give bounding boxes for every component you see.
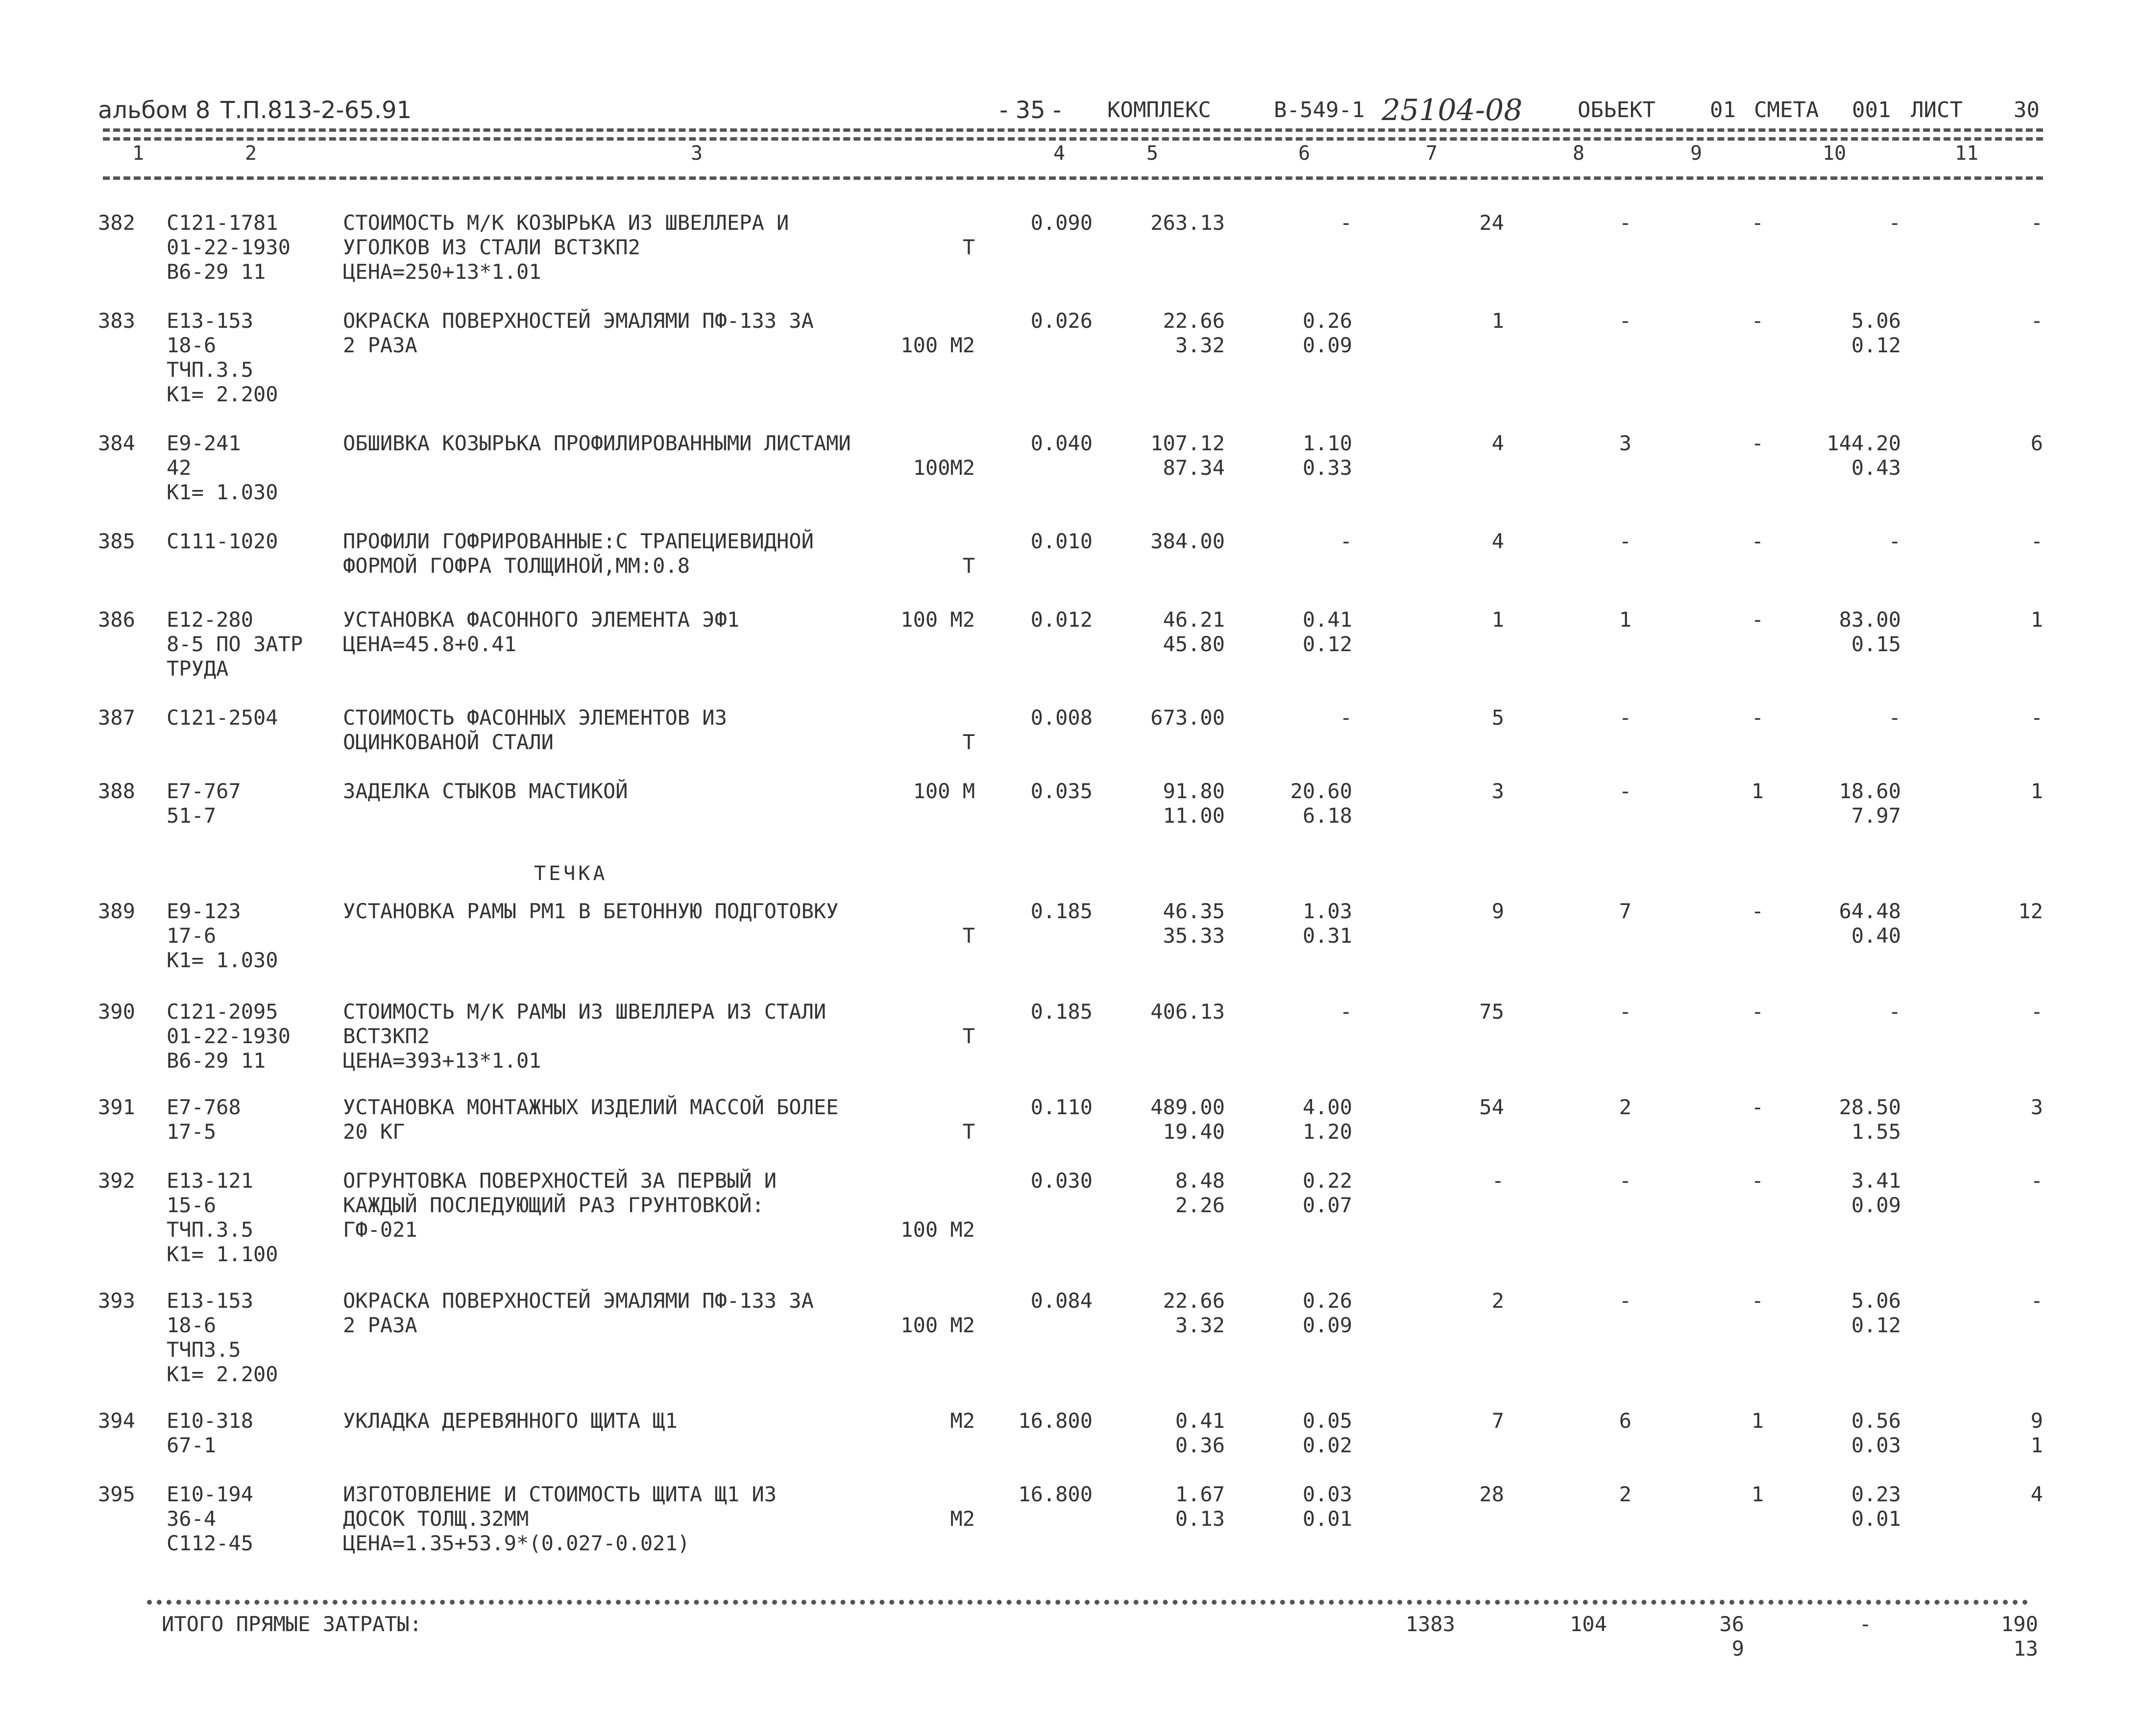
album-label: альбом 8 bbox=[98, 97, 211, 124]
col-header-7: 7 bbox=[1426, 142, 1438, 165]
row-col-7: 54 bbox=[1479, 1095, 1504, 1119]
row-col-6: 0.26 0.09 bbox=[1302, 1289, 1352, 1337]
total-col9: 36 9 bbox=[1719, 1612, 1744, 1661]
row-col-6: 0.03 0.01 bbox=[1302, 1482, 1352, 1531]
estimate-label: СМЕТА bbox=[1754, 98, 1819, 122]
row-col-11: - bbox=[2030, 529, 2043, 553]
row-code: Е13-153 18-6 ТЧП3.5 К1= 2.200 bbox=[167, 1289, 278, 1386]
row-col-6: 20.60 6.18 bbox=[1290, 779, 1352, 828]
row-col-10: 5.06 0.12 bbox=[1851, 1289, 1901, 1337]
row-col-5: 22.66 3.32 bbox=[1163, 1289, 1225, 1337]
row-col-4: 0.110 bbox=[1030, 1095, 1093, 1119]
row-description: ОКРАСКА ПОВЕРХНОСТЕЙ ЭМАЛЯМИ ПФ-133 ЗА 2 РАЗА bbox=[343, 1289, 814, 1337]
row-code: Е7-768 17-5 bbox=[167, 1095, 241, 1144]
row-col-8: - bbox=[1619, 309, 1631, 333]
complex-code: В-549-1 bbox=[1274, 98, 1365, 122]
object-code: 01 bbox=[1710, 98, 1736, 122]
row-col-5: 384.00 bbox=[1150, 529, 1225, 553]
row-col-5: 8.48 2.26 bbox=[1175, 1169, 1225, 1217]
row-number: 392 bbox=[98, 1169, 135, 1193]
col-header-4: 4 bbox=[1053, 142, 1066, 165]
row-col-8: 2 bbox=[1619, 1482, 1631, 1506]
row-col-10: 83.00 0.15 bbox=[1839, 608, 1901, 656]
row-col-11: 1 bbox=[2030, 608, 2043, 632]
row-description: УСТАНОВКА ФАСОННОГО ЭЛЕМЕНТА ЭФ1 ЦЕНА=45.8+0.41 bbox=[343, 608, 740, 656]
row-col-7: 5 bbox=[1491, 706, 1504, 730]
row-number: 386 bbox=[98, 608, 135, 632]
row-col-4: 0.040 bbox=[1030, 431, 1093, 455]
row-col-6: - bbox=[1339, 529, 1352, 553]
row-col-7: 4 bbox=[1491, 431, 1504, 455]
row-col-4: 16.800 bbox=[1018, 1482, 1093, 1506]
row-col-9: - bbox=[1751, 529, 1764, 553]
row-unit: Т bbox=[962, 924, 975, 948]
row-col-10: 3.41 0.09 bbox=[1851, 1169, 1901, 1217]
row-col-6: 0.22 0.07 bbox=[1302, 1169, 1352, 1217]
row-col-5: 46.21 45.80 bbox=[1163, 608, 1225, 656]
row-unit: Т bbox=[962, 730, 975, 754]
row-col-11: - bbox=[2030, 706, 2043, 730]
row-col-11: 4 bbox=[2030, 1482, 2043, 1506]
row-number: 393 bbox=[98, 1289, 135, 1313]
total-col10: - bbox=[1859, 1612, 1872, 1636]
col-header-9: 9 bbox=[1690, 142, 1703, 165]
row-col-8: - bbox=[1619, 1289, 1631, 1313]
row-number: 388 bbox=[98, 779, 135, 803]
col-header-10: 10 bbox=[1823, 142, 1847, 165]
row-col-7: - bbox=[1491, 1169, 1504, 1193]
row-code: Е13-121 15-6 ТЧП.3.5 К1= 1.100 bbox=[167, 1169, 278, 1266]
row-col-9: - bbox=[1751, 608, 1764, 632]
col-header-8: 8 bbox=[1573, 142, 1585, 165]
handwritten-code: 25104-08 bbox=[1382, 93, 1523, 127]
total-rule bbox=[147, 1600, 2028, 1605]
row-col-5: 673.00 bbox=[1150, 706, 1225, 730]
row-col-9: - bbox=[1751, 1095, 1764, 1119]
row-code: С121-2504 bbox=[167, 706, 278, 730]
row-description: ПРОФИЛИ ГОФРИРОВАННЫЕ:С ТРАПЕЦИЕВИДНОЙ ФОРМОЙ ГОФРА ТОЛЩИНОЙ,ММ:0.8 bbox=[343, 529, 814, 578]
row-description: СТОИМОСТЬ М/К РАМЫ ИЗ ШВЕЛЛЕРА ИЗ СТАЛИ ВСТ3КП2 ЦЕНА=393+13*1.01 bbox=[343, 1000, 827, 1073]
row-col-7: 75 bbox=[1479, 1000, 1504, 1024]
row-col-8: - bbox=[1619, 1000, 1631, 1024]
row-col-4: 0.030 bbox=[1030, 1169, 1093, 1193]
sheet-label: ЛИСТ bbox=[1911, 98, 1963, 122]
row-number: 390 bbox=[98, 1000, 135, 1024]
row-code: С111-1020 bbox=[167, 529, 278, 553]
row-col-5: 0.41 0.36 bbox=[1175, 1409, 1225, 1457]
row-col-5: 489.00 19.40 bbox=[1150, 1095, 1225, 1144]
row-col-5: 91.80 11.00 bbox=[1163, 779, 1225, 828]
row-unit: 100 М2 bbox=[900, 608, 975, 632]
row-col-8: - bbox=[1619, 779, 1631, 803]
estimate-code: 001 bbox=[1852, 98, 1891, 122]
row-code: Е9-123 17-6 К1= 1.030 bbox=[167, 899, 278, 972]
row-col-10: - bbox=[1888, 1000, 1901, 1024]
row-col-9: - bbox=[1751, 309, 1764, 333]
row-unit: М2 bbox=[950, 1507, 975, 1531]
row-col-11: - bbox=[2030, 1169, 2043, 1193]
col-header-6: 6 bbox=[1298, 142, 1311, 165]
row-col-11: - bbox=[2030, 1000, 2043, 1024]
row-col-9: 1 bbox=[1751, 1409, 1764, 1433]
row-col-10: 64.48 0.40 bbox=[1839, 899, 1901, 948]
row-col-4: 0.012 bbox=[1030, 608, 1093, 632]
row-col-4: 0.090 bbox=[1030, 211, 1093, 235]
row-code: С121-2095 01-22-1930 В6-29 11 bbox=[167, 1000, 291, 1073]
row-number: 385 bbox=[98, 529, 135, 553]
row-col-9: 1 bbox=[1751, 1482, 1764, 1506]
row-unit: М2 bbox=[950, 1409, 975, 1433]
row-col-10: - bbox=[1888, 211, 1901, 235]
row-col-5: 263.13 bbox=[1150, 211, 1225, 235]
row-description: ОБШИВКА КОЗЫРЬКА ПРОФИЛИРОВАННЫМИ ЛИСТАМИ bbox=[343, 431, 851, 455]
row-col-8: - bbox=[1619, 1169, 1631, 1193]
row-col-10: 0.56 0.03 bbox=[1851, 1409, 1901, 1457]
row-unit: Т bbox=[962, 1120, 975, 1144]
row-col-6: 1.10 0.33 bbox=[1302, 431, 1352, 480]
row-code: Е10-194 36-4 С112-45 bbox=[167, 1482, 254, 1555]
row-col-8: 6 bbox=[1619, 1409, 1631, 1433]
row-description: СТОИМОСТЬ ФАСОННЫХ ЭЛЕМЕНТОВ ИЗ ОЦИНКОВАНОЙ СТАЛИ bbox=[343, 706, 727, 754]
row-col-11: 12 bbox=[2018, 899, 2043, 923]
row-col-6: 1.03 0.31 bbox=[1302, 899, 1352, 948]
row-col-4: 0.084 bbox=[1030, 1289, 1093, 1313]
row-description: СТОИМОСТЬ М/К КОЗЫРЬКА ИЗ ШВЕЛЛЕРА И УГОЛКОВ ИЗ СТАЛИ ВСТ3КП2 ЦЕНА=250+13*1.01 bbox=[343, 211, 789, 284]
page-number: - 35 - bbox=[999, 97, 1062, 124]
row-number: 391 bbox=[98, 1095, 135, 1119]
row-code: Е13-153 18-6 ТЧП.3.5 К1= 2.200 bbox=[167, 309, 278, 406]
row-unit: 100М2 bbox=[913, 456, 975, 480]
row-col-7: 3 bbox=[1491, 779, 1504, 803]
total-col8: 104 bbox=[1570, 1612, 1607, 1636]
row-unit: Т bbox=[962, 554, 975, 578]
row-code: Е12-280 8-5 ПО ЗАТР ТРУДА bbox=[167, 608, 303, 681]
row-col-11: 1 bbox=[2030, 779, 2043, 803]
row-number: 383 bbox=[98, 309, 135, 333]
object-label: ОБЬЕКТ bbox=[1578, 98, 1655, 122]
row-col-6: - bbox=[1339, 706, 1352, 730]
row-col-6: 0.05 0.02 bbox=[1302, 1409, 1352, 1457]
row-col-7: 28 bbox=[1479, 1482, 1504, 1506]
row-unit: 100 М2 bbox=[900, 1313, 975, 1337]
row-col-8: 7 bbox=[1619, 899, 1631, 923]
row-col-10: 144.20 0.43 bbox=[1826, 431, 1901, 480]
sheet-number: 30 bbox=[2014, 98, 2040, 122]
row-col-9: - bbox=[1751, 1289, 1764, 1313]
row-col-7: 9 bbox=[1491, 899, 1504, 923]
row-number: 384 bbox=[98, 431, 135, 455]
row-description: УСТАНОВКА РАМЫ РМ1 В БЕТОННУЮ ПОДГОТОВКУ bbox=[343, 899, 839, 923]
total-col7: 1383 bbox=[1405, 1612, 1455, 1636]
row-col-7: 7 bbox=[1491, 1409, 1504, 1433]
header-rule bbox=[103, 128, 2043, 132]
complex-label: КОМПЛЕКС bbox=[1107, 98, 1211, 122]
row-unit: Т bbox=[962, 235, 975, 259]
row-col-8: - bbox=[1619, 529, 1631, 553]
row-col-11: 3 bbox=[2030, 1095, 2043, 1119]
col-header-1: 1 bbox=[132, 142, 145, 165]
row-code: С121-1781 01-22-1930 В6-29 11 bbox=[167, 211, 291, 284]
row-col-9: - bbox=[1751, 899, 1764, 923]
col-header-3: 3 bbox=[691, 142, 703, 165]
row-code: Е10-318 67-1 bbox=[167, 1409, 254, 1457]
row-col-10: - bbox=[1888, 706, 1901, 730]
row-col-9: 1 bbox=[1751, 779, 1764, 803]
row-description: ЗАДЕЛКА СТЫКОВ МАСТИКОЙ bbox=[343, 779, 628, 803]
col-header-2: 2 bbox=[245, 142, 257, 165]
row-col-7: 24 bbox=[1479, 211, 1504, 235]
col-header-5: 5 bbox=[1146, 142, 1159, 165]
col-header-11: 11 bbox=[1955, 142, 1979, 165]
row-col-6: - bbox=[1339, 211, 1352, 235]
total-label: ИТОГО ПРЯМЫЕ ЗАТРАТЫ: bbox=[162, 1612, 422, 1636]
row-number: 389 bbox=[98, 899, 135, 923]
row-number: 387 bbox=[98, 706, 135, 730]
row-col-9: - bbox=[1751, 706, 1764, 730]
row-col-4: 0.008 bbox=[1030, 706, 1093, 730]
row-code: Е7-767 51-7 bbox=[167, 779, 241, 828]
row-description: ОГРУНТОВКА ПОВЕРХНОСТЕЙ ЗА ПЕРВЫЙ И КАЖДЫЙ ПОСЛЕДУЮЩИЙ РАЗ ГРУНТОВКОЙ: ГФ-021 bbox=[343, 1169, 777, 1242]
row-col-6: 0.26 0.09 bbox=[1302, 309, 1352, 357]
row-col-7: 1 bbox=[1491, 608, 1504, 632]
row-unit: 100 М bbox=[913, 779, 975, 803]
row-col-4: 0.010 bbox=[1030, 529, 1093, 553]
row-col-8: 3 bbox=[1619, 431, 1631, 455]
row-number: 394 bbox=[98, 1409, 135, 1433]
row-col-9: - bbox=[1751, 431, 1764, 455]
row-col-8: 1 bbox=[1619, 608, 1631, 632]
row-col-11: 9 1 bbox=[2030, 1409, 2043, 1457]
row-col-7: 1 bbox=[1491, 309, 1504, 333]
row-description: ОКРАСКА ПОВЕРХНОСТЕЙ ЭМАЛЯМИ ПФ-133 ЗА 2 РАЗА bbox=[343, 309, 814, 357]
row-col-6: - bbox=[1339, 1000, 1352, 1024]
row-col-6: 0.41 0.12 bbox=[1302, 608, 1352, 656]
row-col-6: 4.00 1.20 bbox=[1302, 1095, 1352, 1144]
row-unit: Т bbox=[962, 1024, 975, 1048]
row-col-11: - bbox=[2030, 211, 2043, 235]
row-col-4: 0.185 bbox=[1030, 899, 1093, 923]
row-col-5: 406.13 bbox=[1150, 1000, 1225, 1024]
row-code: Е9-241 42 К1= 1.030 bbox=[167, 431, 278, 504]
row-col-5: 46.35 35.33 bbox=[1163, 899, 1225, 948]
row-col-10: 0.23 0.01 bbox=[1851, 1482, 1901, 1531]
row-col-11: - bbox=[2030, 309, 2043, 333]
row-col-11: - bbox=[2030, 1289, 2043, 1313]
row-number: 395 bbox=[98, 1482, 135, 1506]
row-col-5: 107.12 87.34 bbox=[1150, 431, 1225, 480]
row-unit: 100 М2 bbox=[900, 1218, 975, 1242]
project-code: Т.П.813-2-65.91 bbox=[220, 97, 412, 124]
section-title: ТЕЧКА bbox=[534, 862, 608, 885]
row-col-7: 4 bbox=[1491, 529, 1504, 553]
row-col-10: 28.50 1.55 bbox=[1839, 1095, 1901, 1144]
row-col-10: 5.06 0.12 bbox=[1851, 309, 1901, 357]
row-col-11: 6 bbox=[2030, 431, 2043, 455]
row-col-10: - bbox=[1888, 529, 1901, 553]
total-col11: 190 13 bbox=[2001, 1612, 2038, 1661]
row-col-8: - bbox=[1619, 211, 1631, 235]
row-col-4: 16.800 bbox=[1018, 1409, 1093, 1433]
row-description: ИЗГОТОВЛЕНИЕ И СТОИМОСТЬ ЩИТА Щ1 ИЗ ДОСОК ТОЛЩ.32ММ ЦЕНА=1.35+53.9*(0.027-0.021) bbox=[343, 1482, 777, 1555]
row-col-8: - bbox=[1619, 706, 1631, 730]
header-rule-2 bbox=[103, 137, 2043, 141]
row-col-4: 0.035 bbox=[1030, 779, 1093, 803]
row-col-9: - bbox=[1751, 211, 1764, 235]
row-col-9: - bbox=[1751, 1000, 1764, 1024]
row-col-9: - bbox=[1751, 1169, 1764, 1193]
row-col-8: 2 bbox=[1619, 1095, 1631, 1119]
row-col-7: 2 bbox=[1491, 1289, 1504, 1313]
row-col-5: 1.67 0.13 bbox=[1175, 1482, 1225, 1531]
row-description: УСТАНОВКА МОНТАЖНЫХ ИЗДЕЛИЙ МАССОЙ БОЛЕЕ 20 КГ bbox=[343, 1095, 839, 1144]
row-col-10: 18.60 7.97 bbox=[1839, 779, 1901, 828]
row-col-5: 22.66 3.32 bbox=[1163, 309, 1225, 357]
row-description: УКЛАДКА ДЕРЕВЯННОГО ЩИТА Щ1 bbox=[343, 1409, 678, 1433]
row-col-4: 0.026 bbox=[1030, 309, 1093, 333]
row-number: 382 bbox=[98, 211, 135, 235]
row-col-4: 0.185 bbox=[1030, 1000, 1093, 1024]
column-header-rule bbox=[103, 176, 2043, 180]
row-unit: 100 М2 bbox=[900, 333, 975, 357]
